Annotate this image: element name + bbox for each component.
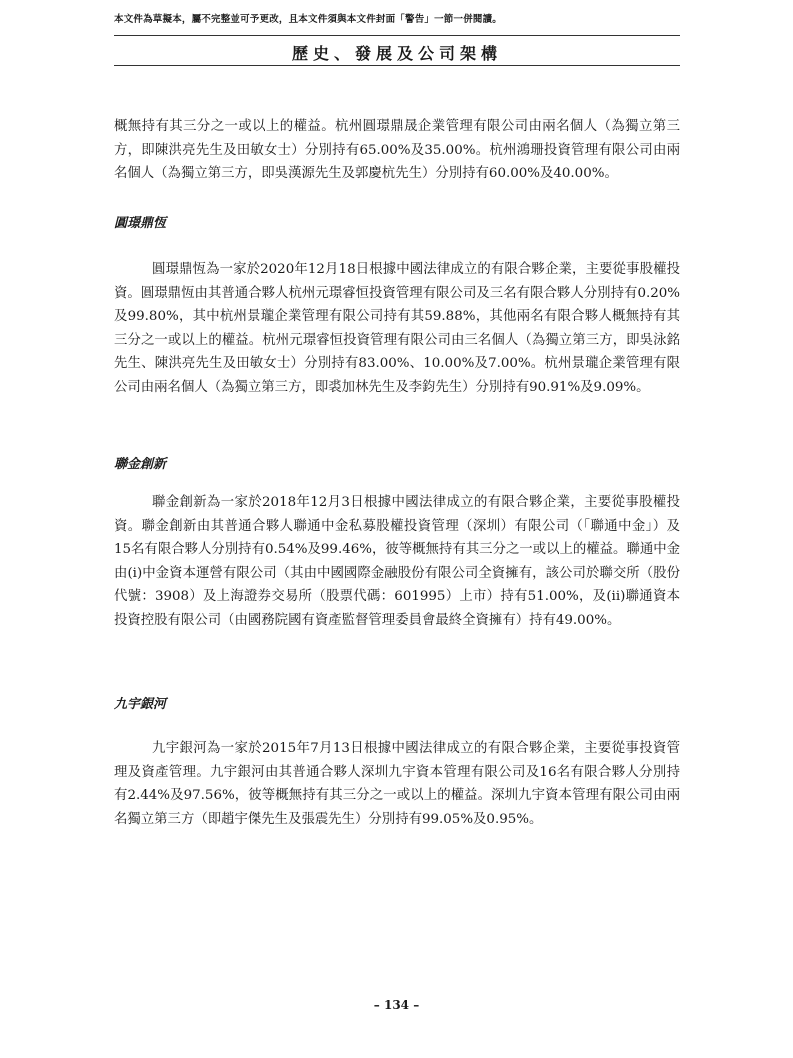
page-number: – 134 – (373, 998, 420, 1012)
paragraph-jiuyu-yinhe: 九宇銀河為一家於2015年7月13日根據中國法律成立的有限合夥企業，主要從事投資管理及資產管理。九宇銀河由其普通合夥人深圳九宇資本管理有限公司及16名有限合夥人分別持有2.44%及97.56%，彼等概無持有其三分之一或以上的權益。深圳九宇資本管理有限公司由兩名獨立第三方（即趙宇傑先生及張震先生）分別持有99.05%及0.95%。 (114, 741, 680, 827)
paragraph-lianjin-chuangxin: 聯金創新為一家於2018年12月3日根據中國法律成立的有限合夥企業，主要從事股權投資。聯金創新由其普通合夥人聯通中金私募股權投資管理（深圳）有限公司（「聯通中金」）及15名有限合夥人分別持有0.54%及99.46%，彼等概無持有其三分之一或以上的權益。聯通中金由(i)中金資本運營有限公司（其由中國國際金融股份有限公司全資擁有，該公司於聯交所（股份代號：3908）及上海證券交易所（股票代碼：601995）上市）持有51.00%，及(ii)聯通資本投資控股有限公司（由國務院國有資產監督管理委員會最終全資擁有）持有49.00%。 (114, 495, 680, 628)
header-rule-bottom (114, 65, 680, 66)
header-rule-top (114, 35, 680, 36)
paragraph-yuanjing-dingheng: 圓璟鼎恆為一家於2020年12月18日根據中國法律成立的有限合夥企業，主要從事股權投資。圓璟鼎恆由其普通合夥人杭州元璟睿恒投資管理有限公司及三名有限合夥人分別持有0.20%及99.80%，其中杭州景瓏企業管理有限公司持有其59.88%，其他兩名有限合夥人概無持有其三分之一或以上的權益。杭州元璟睿恒投資管理有限公司由三名個人（為獨立第三方，即吳泳銘先生、陳洪亮先生及田敏女士）分別持有83.00%、10.00%及7.00%。杭州景瓏企業管理有限公司由兩名個人（為獨立第三方，即裘加林先生及李鈞先生）分別持有90.91%及9.09%。 (114, 262, 680, 395)
intro-paragraph: 概無持有其三分之一或以上的權益。杭州圓璟鼎晟企業管理有限公司由兩名個人（為獨立第三方，即陳洪亮先生及田敏女士）分別持有65.00%及35.00%。杭州鴻珊投資管理有限公司由兩名個人（為獨立第三方，即吳漢源先生及郭慶杭先生）分別持有60.00%及40.00%。 (114, 119, 680, 181)
heading-yuanjing-dingheng: 圓璟鼎恆 (114, 216, 167, 231)
heading-jiuyu-yinhe: 九宇銀河 (114, 697, 167, 712)
draft-notice: 本文件為草擬本，屬不完整並可予更改，且本文件須與本文件封面「警告」一節一併閱讀。 (114, 14, 503, 25)
section-title: 歷史、發展及公司架構 (291, 44, 502, 63)
heading-lianjin-chuangxin: 聯金創新 (114, 457, 167, 472)
